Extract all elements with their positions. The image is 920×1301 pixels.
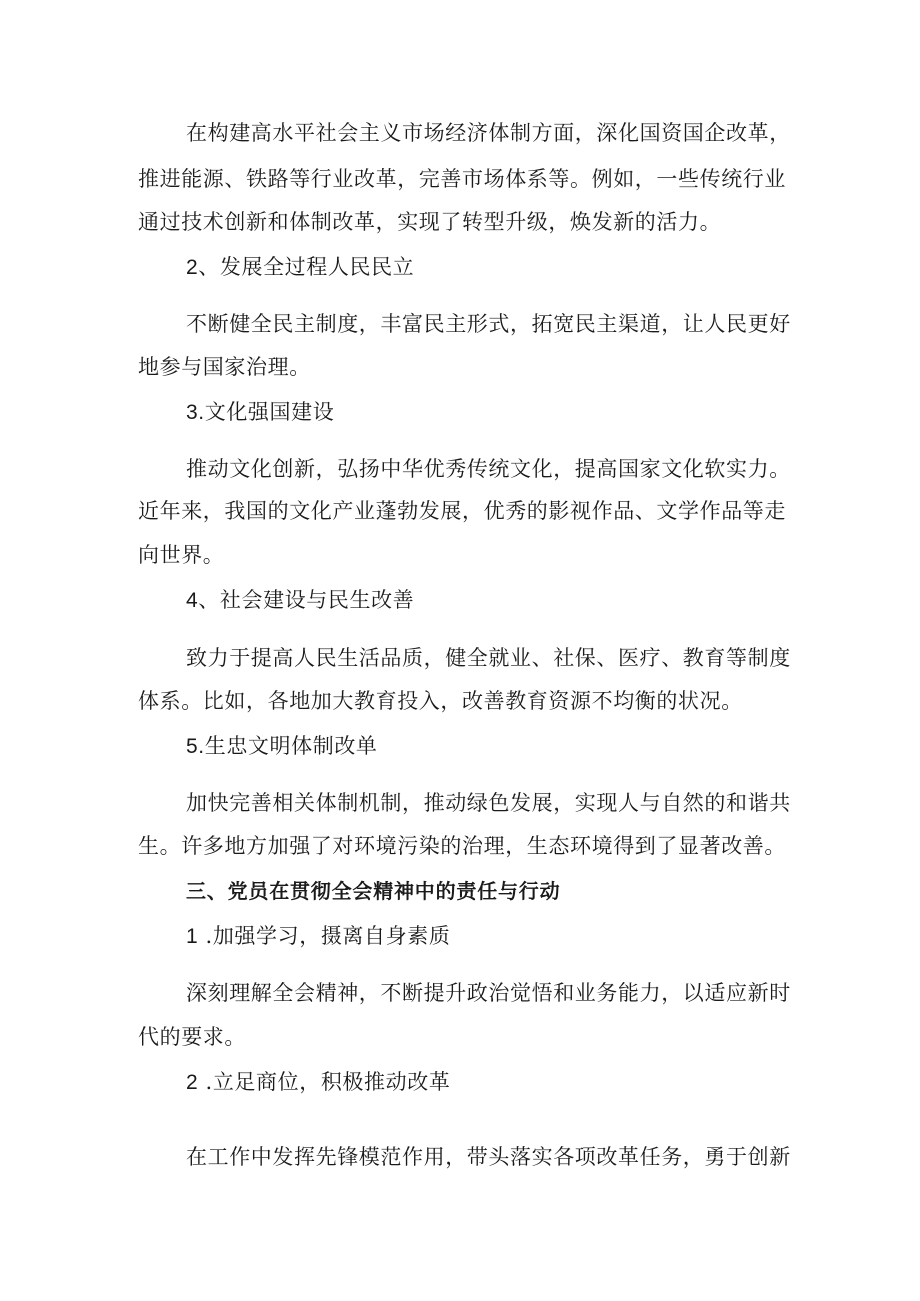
subheading-number: 2 xyxy=(186,1071,199,1094)
subheading-text: .加强学习，摄离自身素质 xyxy=(198,924,451,948)
paragraph-line: 推动文化创新，弘扬中华优秀传统文化，提高国家文化软实力。 xyxy=(186,457,791,481)
subheading-text: 文化强国建设 xyxy=(204,400,335,424)
subheading-3 xyxy=(186,397,334,428)
subheading-number: 3. xyxy=(186,401,205,424)
paragraph-line: 在构建高水平社会主义市场经济体制方面，深化国资国企改革， xyxy=(186,121,791,145)
subheading-4 xyxy=(186,585,414,616)
paragraph-line: 推进能源、铁路等行业改革，完善市场体系等。例如，一些传统行业 xyxy=(138,167,786,191)
subheading-text: .立足商位，积极推动改革 xyxy=(198,1070,451,1094)
subheading-2 xyxy=(186,252,414,283)
paragraph-line: 深刻理解全会精神，不断提升政治觉悟和业务能力，以适应新时 xyxy=(186,981,791,1005)
paragraph-line: 近年来，我国的文化产业蓬勃发展，优秀的影视作品、文学作品等走 xyxy=(138,499,786,523)
subheading-number: 4 xyxy=(186,589,199,612)
subheading-number: 1 xyxy=(186,925,199,948)
paragraph-line: 代的要求。 xyxy=(138,1025,246,1049)
paragraph-line: 向世界。 xyxy=(138,543,225,567)
paragraph-line: 体系。比如，各地加大教育投入，改善教育资源不均衡的状况。 xyxy=(138,689,743,713)
subheading-text: 生忠文明体制改单 xyxy=(204,734,378,758)
paragraph-line: 致力于提高人民生活品质，健全就业、社保、医疗、教育等制度 xyxy=(186,646,791,670)
subheading-5 xyxy=(186,731,378,762)
subheading-number: 2 xyxy=(186,256,199,279)
subheading-text: 、社会建设与民生改善 xyxy=(198,588,415,612)
subheading-text: 、发展全过程人民民立 xyxy=(198,255,415,279)
subheading-number: 5. xyxy=(186,735,205,758)
subheading-s1 xyxy=(186,921,450,952)
subheading-s2 xyxy=(186,1067,450,1098)
paragraph-line: 通过技术创新和体制改革，实现了转型升级，焕发新的活力。 xyxy=(138,210,722,234)
paragraph-line: 不断健全民主制度，丰富民主形式，拓宽民主渠道，让人民更好 xyxy=(186,312,791,336)
paragraph-line: 在工作中发挥先锋模范作用，带头落实各项改革任务，勇于创新 xyxy=(186,1145,791,1169)
paragraph-line: 加快完善相关体制机制，推动绿色发展，实现人与自然的和谐共 xyxy=(186,791,791,815)
paragraph-line: 生。许多地方加强了对环境污染的治理，生态环境得到了显著改善。 xyxy=(138,834,786,858)
paragraph-line: 地参与国家治理。 xyxy=(138,355,311,379)
section-heading: 三、党员在贯彻全会精神中的责任与行动 xyxy=(186,879,561,903)
